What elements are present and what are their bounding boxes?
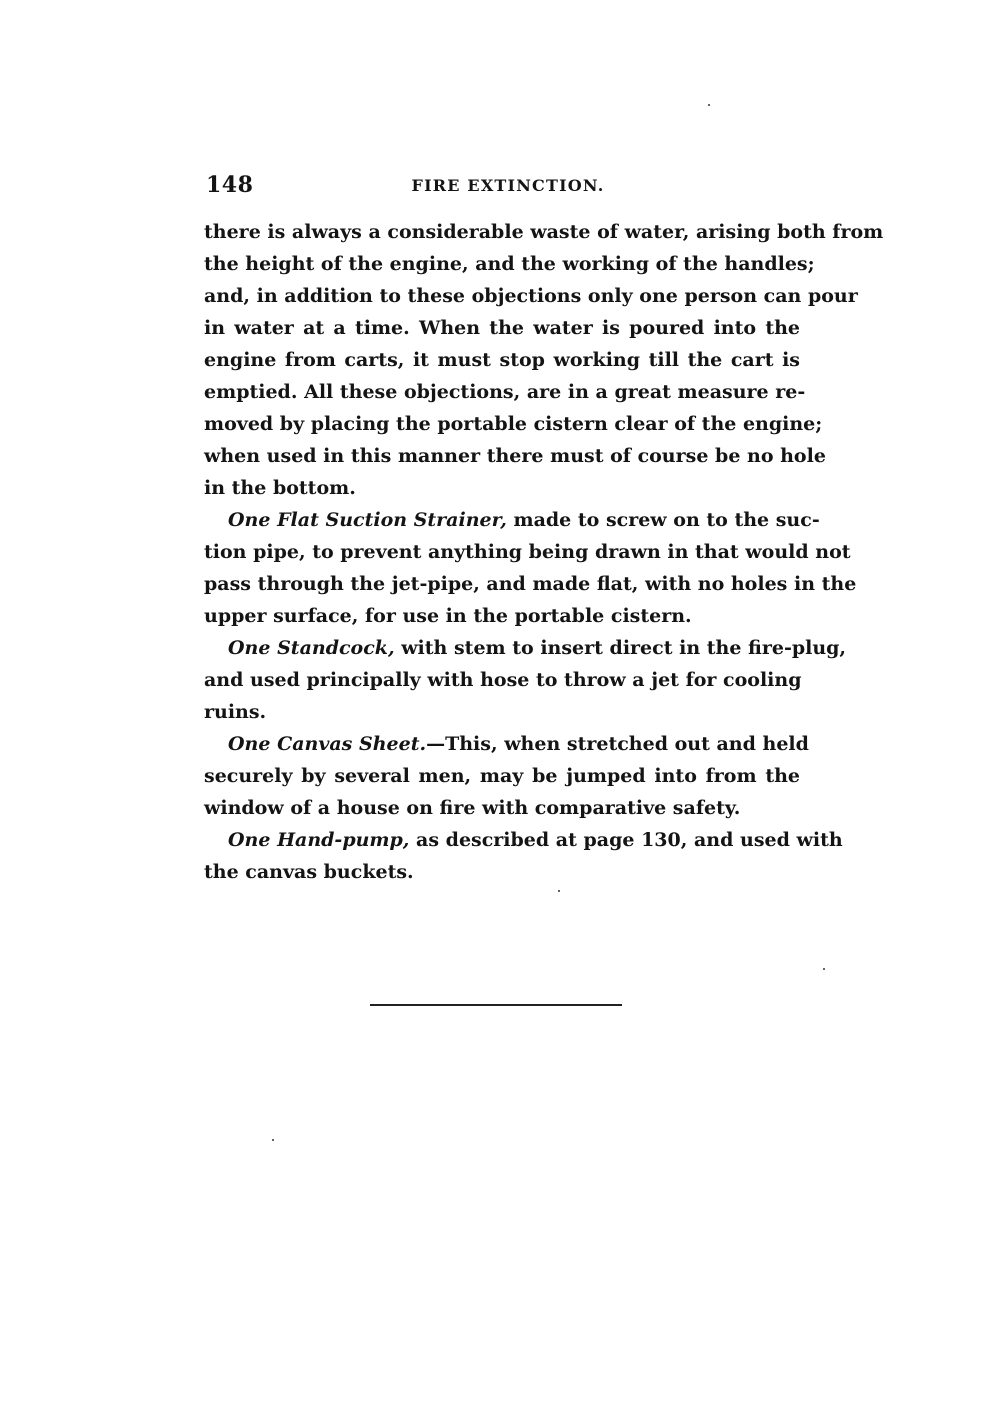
text-line: and, in addition to these objections only one person can pour bbox=[204, 285, 858, 307]
print-speck bbox=[823, 968, 825, 970]
text-line: and used principally with hose to throw a jet for cooling bbox=[204, 669, 802, 691]
text-line: emptied. All these objections, are in a great measure re- bbox=[204, 381, 806, 403]
text-line: securely by several men, may be jumped into from the bbox=[204, 765, 800, 787]
hand-pump-term: One Hand-pump, bbox=[228, 829, 410, 851]
text-line: the height of the engine, and the working of the handles; bbox=[204, 253, 815, 275]
page-header bbox=[206, 172, 796, 204]
print-speck bbox=[272, 1139, 274, 1141]
text-fragment: —This, when stretched out and held bbox=[426, 733, 809, 755]
print-speck bbox=[708, 104, 710, 106]
text-line: upper surface, for use in the portable cistern. bbox=[204, 605, 692, 627]
text-line: moved by placing the portable cistern clear of the engine; bbox=[204, 413, 823, 435]
standcock-paragraph-first-line bbox=[204, 632, 847, 664]
text-line: when used in this manner there must of course be no hole bbox=[204, 445, 826, 467]
page-number: 148 bbox=[206, 172, 254, 198]
strainer-paragraph-first-line bbox=[204, 504, 820, 536]
body-text bbox=[204, 216, 884, 888]
running-head: FIRE EXTINCTION. bbox=[411, 176, 605, 195]
text-fragment: with stem to insert direct in the fire-plug, bbox=[394, 637, 847, 659]
canvas-sheet-term: One Canvas Sheet. bbox=[228, 733, 427, 755]
text-line: in water at a time. When the water is poured into the bbox=[204, 317, 800, 339]
text-line: pass through the jet-pipe, and made flat, with no holes in the bbox=[204, 573, 857, 595]
text-line: the canvas buckets. bbox=[204, 861, 414, 883]
print-speck bbox=[558, 890, 560, 892]
canvas-sheet-paragraph-first-line bbox=[204, 728, 809, 760]
text-line: there is always a considerable waste of water, arising both from bbox=[204, 221, 884, 243]
text-line: engine from carts, it must stop working till the cart is bbox=[204, 349, 800, 371]
strainer-term: One Flat Suction Strainer, bbox=[228, 509, 507, 531]
section-end-rule bbox=[370, 1004, 622, 1006]
text-fragment: made to screw on to the suc- bbox=[506, 509, 820, 531]
text-line: tion pipe, to prevent anything being drawn in that would not bbox=[204, 541, 851, 563]
text-fragment: as described at page 130, and used with bbox=[409, 829, 843, 851]
text-line: in the bottom. bbox=[204, 477, 356, 499]
text-line: window of a house on fire with comparative safety. bbox=[204, 797, 741, 819]
hand-pump-paragraph-first-line bbox=[204, 824, 843, 856]
standcock-term: One Standcock, bbox=[228, 637, 395, 659]
text-line: ruins. bbox=[204, 701, 267, 723]
